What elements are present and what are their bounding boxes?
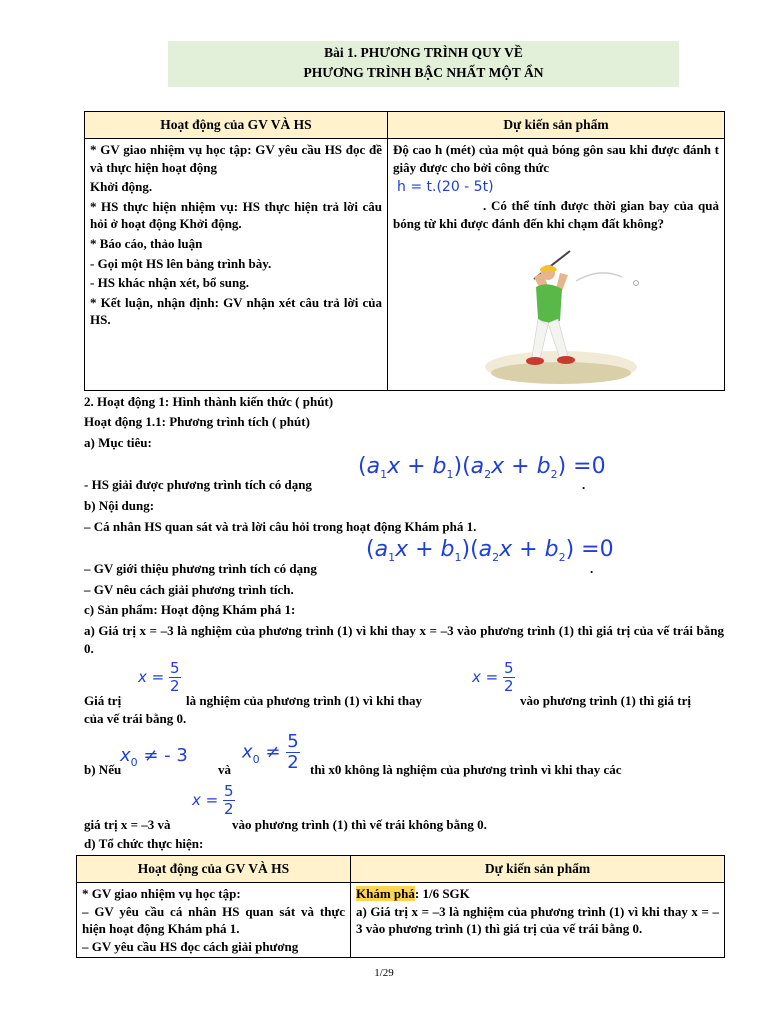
- content-line: – Cá nhân HS quan sát và trả lời câu hỏi trong hoạt động Khám phá 1.: [84, 519, 477, 534]
- condition-text: và: [218, 762, 231, 777]
- golfer-illustration: [482, 247, 640, 385]
- table1-header-product: Dự kiến sản phẩm: [388, 112, 725, 139]
- table1-left-line: * GV giao nhiệm vụ học tập: GV yêu cầu HS đọc đề và thực hiện hoạt động: [90, 142, 382, 175]
- page-number: 1/29: [374, 967, 394, 979]
- table2-product-cell: [351, 883, 725, 958]
- value-text: của vế trái bằng 0.: [84, 711, 187, 726]
- table1-left-line: - HS khác nhận xét, bổ sung.: [90, 275, 249, 291]
- period: .: [590, 561, 594, 576]
- height-formula: h = t.(20 - 5t): [397, 179, 494, 196]
- fraction-x-5-2: x = $\frac{5}{2}$: [138, 659, 180, 695]
- table2-header-product: Dự kiến sản phẩm: [351, 856, 725, 883]
- fraction-x-5-2: x = $\frac{5}{2}$: [192, 782, 234, 818]
- content-heading: b) Nội dung:: [84, 498, 155, 513]
- golf-problem-text: Độ cao h (mét) của một quả bóng gôn sau khi được đánh t giây được cho bởi công thức: [393, 142, 719, 175]
- table2-activity-cell: [77, 883, 351, 958]
- lesson-title-box: [168, 41, 679, 87]
- value-text: vào phương trình (1) thì giá trị: [520, 693, 692, 708]
- section-heading: 2. Hoạt động 1: Hình thành kiến thức ( phút): [84, 394, 334, 409]
- subsection-heading: Hoạt động 1.1: Phương trình tích ( phút): [84, 414, 310, 429]
- lesson-title-line2: PHƯƠNG TRÌNH BẬC NHẤT MỘT ẨN: [303, 65, 544, 80]
- x0-neq-5-2: $x_0$ ≠ $\frac{5}{2}$: [242, 731, 299, 773]
- lesson-title-line1: Bài 1. PHƯƠNG TRÌNH QUY VỀ: [324, 45, 523, 60]
- product-equation-2: $(a_1x + b_1)(a_2x + b_2) =0$: [366, 537, 614, 564]
- table1-left-line: Khởi động.: [90, 179, 153, 195]
- condition-text: vào phương trình (1) thì vế trái không bằng 0.: [232, 817, 487, 832]
- product-answer-a: a) Giá trị x = –3 là nghiệm của phương trình (1) vì khi thay x = –3 vào phương trình (1) thì giá trị của vế trái bằng 0.: [84, 623, 724, 656]
- x0-neq-minus3: $x_0$ ≠ - 3: [120, 745, 188, 769]
- table2-header-activity: Hoạt động của GV VÀ HS: [77, 856, 351, 883]
- golf-question-text: . Có thể tính được thời gian bay của quả bóng từ khi được đánh đến khi chạm đất không?: [393, 198, 719, 231]
- table2-left-line: * GV giao nhiệm vụ học tập:: [82, 886, 241, 902]
- value-text: Giá trị: [84, 693, 122, 708]
- content-line: – GV giới thiệu phương trình tích có dạng: [84, 561, 317, 576]
- period: .: [582, 477, 586, 492]
- value-text: là nghiệm của phương trình (1) vì khi thay: [186, 693, 423, 708]
- content-line: – GV nêu cách giải phương trình tích.: [84, 582, 294, 597]
- activity-table-2: [76, 855, 725, 958]
- objective-heading: a) Mục tiêu:: [84, 435, 152, 450]
- table1-left-line: * Báo cáo, thảo luận: [90, 235, 203, 251]
- product-heading: c) Sản phẩm: Hoạt động Khám phá 1:: [84, 602, 296, 617]
- table1-left-line: * Kết luận, nhận định: GV nhận xét câu trả lời của HS.: [90, 294, 382, 328]
- objective-text: - HS giải được phương trình tích có dạng: [84, 477, 312, 492]
- table2-left-line: – GV yêu cầu cá nhân HS quan sát và thực hiện hoạt động Khám phá 1.: [82, 903, 345, 937]
- organization-heading: d) Tổ chức thực hiện:: [84, 836, 204, 851]
- fraction-x-5-2: x = $\frac{5}{2}$: [472, 659, 514, 695]
- table2-left-line: – GV yêu cầu HS đọc cách giải phương: [82, 938, 299, 954]
- product-equation-1: $(a_1x + b_1)(a_2x + b_2) =0$: [358, 454, 606, 481]
- condition-text: thì x0 không là nghiệm của phương trình vì khi thay các: [310, 762, 622, 777]
- table1-activity-cell: [85, 139, 388, 391]
- table1-left-line: * HS thực hiện nhiệm vụ: HS thực hiện trả lời câu hỏi ở hoạt động Khởi động.: [90, 198, 382, 232]
- condition-text: giá trị x = –3 và: [84, 817, 171, 832]
- table1-left-line: - Gọi một HS lên bảng trình bày.: [90, 255, 272, 271]
- condition-text: b) Nếu: [84, 762, 122, 777]
- explore-label: Khám phá: 1/6 SGK: [356, 886, 470, 902]
- table2-answer: a) Giá trị x = –3 là nghiệm của phương trình (1) vì khi thay x = –3 vào phương trình (1) thì giá trị của vế trái bằng 0.: [356, 903, 719, 937]
- table1-header-activity: Hoạt động của GV VÀ HS: [85, 112, 388, 139]
